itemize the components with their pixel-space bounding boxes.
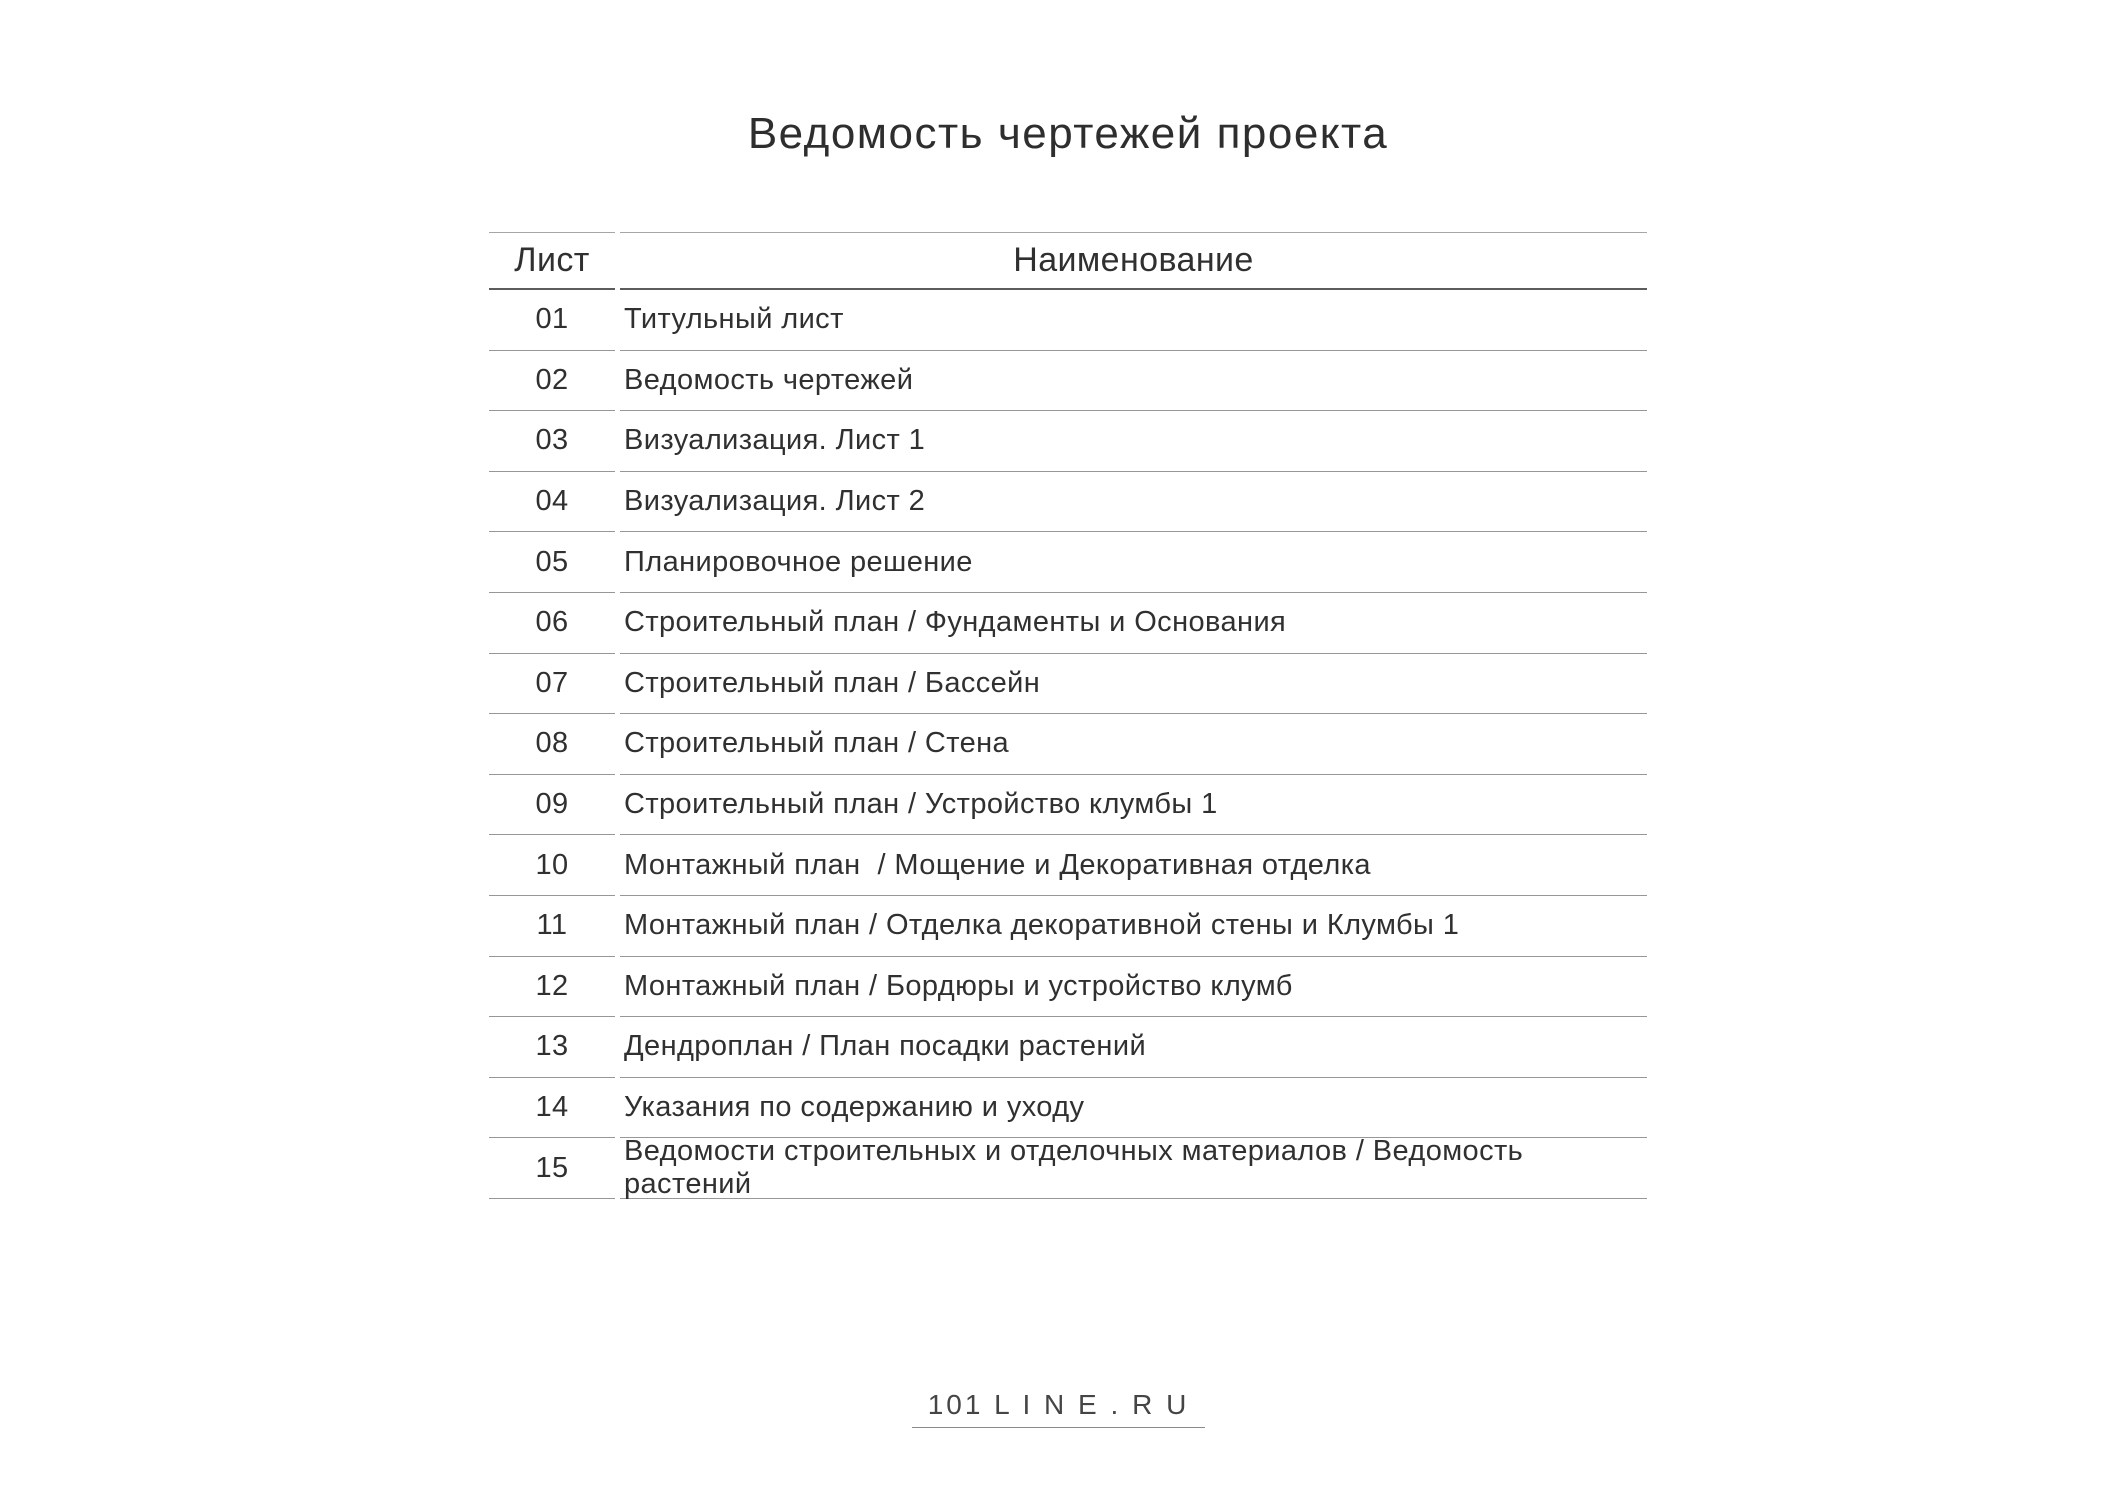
sheet-number: 10 [489,835,615,896]
sheet-number: 09 [489,775,615,836]
drawing-name: Строительный план / Фундаменты и Основания [620,593,1647,654]
sheet-number: 14 [489,1078,615,1139]
sheet-number: 03 [489,411,615,472]
header-sheet-label: Лист [489,232,615,290]
sheet-number: 13 [489,1017,615,1078]
drawing-name: Ведомости строительных и отделочных материалов / Ведомость растений [620,1138,1647,1199]
table-row [489,411,1647,472]
sheet-number: 11 [489,896,615,957]
sheet-number: 05 [489,532,615,593]
drawing-name: Монтажный план / Мощение и Декоративная отделка [620,835,1647,896]
table-row [489,1135,1647,1201]
footer [0,1391,2117,1428]
table-row [489,654,1647,715]
drawing-name: Ведомость чертежей [620,351,1647,412]
drawing-name: Строительный план / Стена [620,714,1647,775]
drawing-name: Визуализация. Лист 1 [620,411,1647,472]
drawing-name: Монтажный план / Отделка декоративной стены и Клумбы 1 [620,896,1647,957]
drawing-name: Строительный план / Бассейн [620,654,1647,715]
drawing-name: Визуализация. Лист 2 [620,472,1647,533]
sheet-number: 06 [489,593,615,654]
drawing-name: Титульный лист [620,290,1647,351]
drawing-name: Указания по содержанию и уходу [620,1078,1647,1139]
table-row [489,351,1647,412]
drawings-table [489,232,1647,1199]
table-row [489,532,1647,593]
table-row [489,775,1647,836]
table-row [489,896,1647,957]
drawing-name: Монтажный план / Бордюры и устройство клумб [620,957,1647,1018]
sheet-number: 01 [489,290,615,351]
table-row [489,593,1647,654]
header-name-label: Наименование [620,232,1647,290]
table-row [489,714,1647,775]
table-row [489,1078,1647,1139]
sheet-number: 12 [489,957,615,1018]
sheet-number: 15 [489,1138,615,1199]
table-row [489,1017,1647,1078]
sheet-number: 02 [489,351,615,412]
drawing-name: Планировочное решение [620,532,1647,593]
drawing-name: Строительный план / Устройство клумбы 1 [620,775,1647,836]
table-row [489,835,1647,896]
sheet-number: 08 [489,714,615,775]
sheet-number: 04 [489,472,615,533]
page-title: Ведомость чертежей проекта [747,109,1389,158]
sheet-number: 07 [489,654,615,715]
footer-brand: 101 L I N E . R U [912,1391,1206,1428]
drawing-name: Дендроплан / План посадки растений [620,1017,1647,1078]
table-row [489,290,1647,351]
table-row [489,472,1647,533]
table-row [489,957,1647,1018]
table-header-row [489,232,1647,290]
